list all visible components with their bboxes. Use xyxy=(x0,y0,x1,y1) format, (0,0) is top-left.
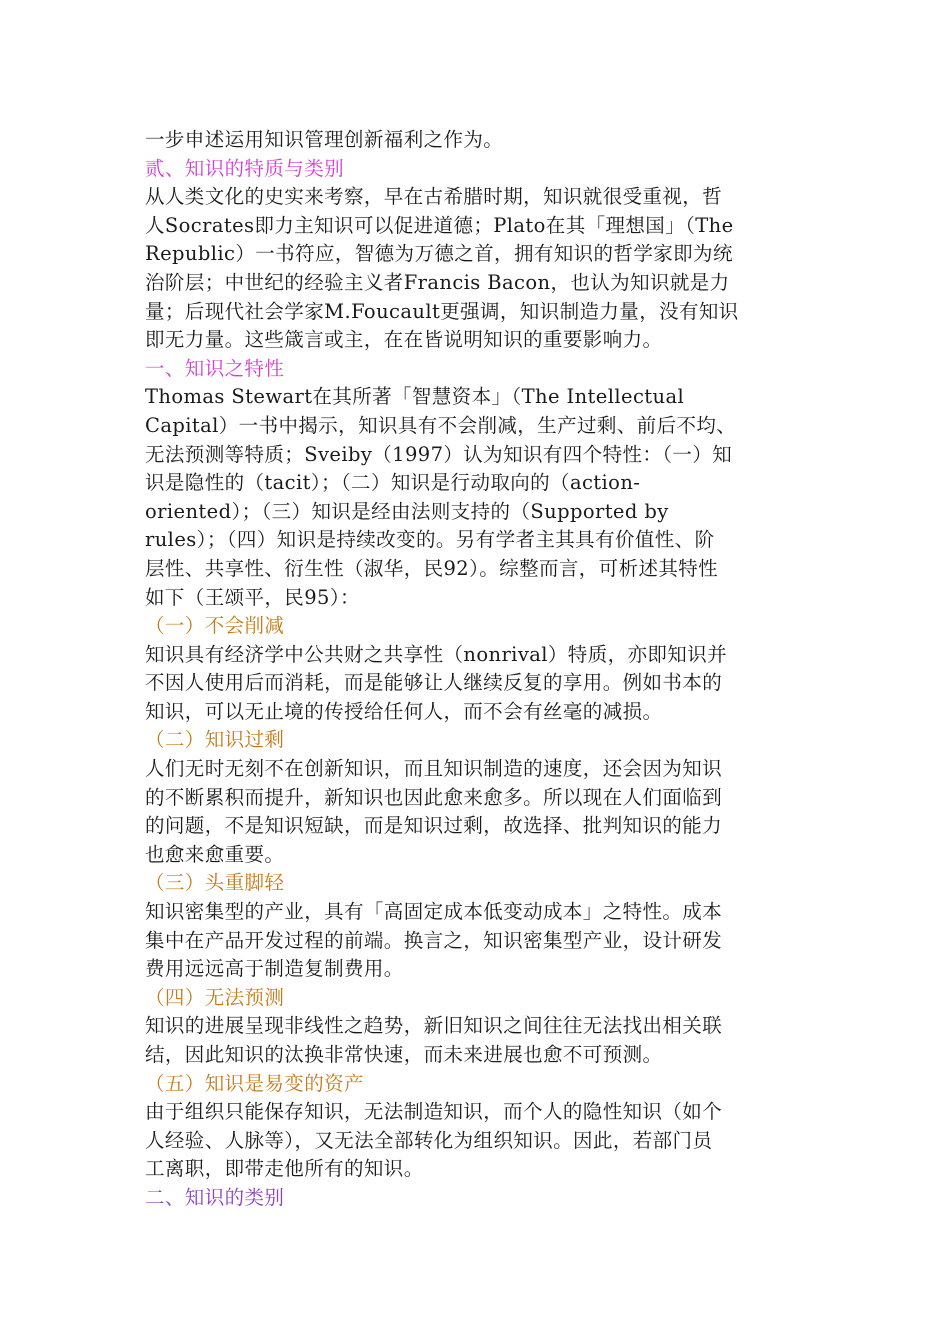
paragraph-line: 即无力量。这些箴言或主，在在皆说明知识的重要影响力。 xyxy=(145,328,663,352)
paragraph-line: 费用远远高于制造复制费用。 xyxy=(145,957,404,981)
paragraph-line: 集中在产品开发过程的前端。换言之，知识密集型产业，设计研发 xyxy=(145,928,723,952)
trait-title: （三）头重脚轻 xyxy=(145,871,285,895)
paragraph-line: 不因人使用后而消耗，而是能够让人继续反复的享用。例如书本的 xyxy=(145,671,723,695)
trait-title: （二）知识过剩 xyxy=(145,728,285,752)
paragraph-line: Thomas Stewart在其所著「智慧资本」（The Intellectual xyxy=(145,385,685,409)
paragraph-line: 识是隐性的（tacit）；（二）知识是行动取向的（action- xyxy=(145,471,641,495)
trait-block-5 xyxy=(145,1070,810,1184)
paragraph-line: 从人类文化的史实来考察，早在古希腊时期，知识就很受重视，哲 xyxy=(145,185,723,209)
paragraph-line: Republic）一书符应，智德为万德之首，拥有知识的哲学家即为统 xyxy=(145,242,733,266)
paragraph-line: 人经验、人脉等），又无法全部转化为组织知识。因此，若部门员 xyxy=(145,1128,713,1152)
section-2-title: 二、知识的类别 xyxy=(145,1185,285,1209)
heading-knowledge-traits-and-types: 贰、知识的特质与类别 xyxy=(145,156,345,180)
paragraph-line: 如下（王颂平，民95）： xyxy=(145,585,360,609)
paragraph-history xyxy=(145,183,810,355)
paragraph-line: 人们无时无刻不在创新知识，而且知识制造的速度，还会因为知识 xyxy=(145,757,723,781)
paragraph-line: 量；后现代社会学家M.Foucault更强调，知识制造力量，没有知识 xyxy=(145,299,739,323)
paragraph-line: 也愈来愈重要。 xyxy=(145,842,285,866)
paragraph-line: 的不断累积而提升，新知识也因此愈来愈多。所以现在人们面临到 xyxy=(145,785,723,809)
paragraph-traits xyxy=(145,383,810,612)
document-page xyxy=(145,126,810,1213)
intro-tail-line: 一步申述运用知识管理创新福利之作为。 xyxy=(145,128,504,151)
paragraph-line: 知识具有经济学中公共财之共享性（nonrival）特质，亦即知识并 xyxy=(145,642,727,666)
trait-title: （五）知识是易变的资产 xyxy=(145,1071,364,1095)
paragraph-line: 工离职，即带走他所有的知识。 xyxy=(145,1157,424,1181)
paragraph-line: rules）；（四）知识是持续改变的。另有学者主其具有价值性、阶 xyxy=(145,528,715,552)
paragraph-line: 层性、共享性、衍生性（淑华，民92）。综整而言，可析述其特性 xyxy=(145,556,719,580)
paragraph-line: 无法预测等特质；Sveiby（1997）认为知识有四个特性：（一）知 xyxy=(145,442,733,466)
paragraph-line: 治阶层；中世纪的经验主义者Francis Bacon，也认为知识就是力 xyxy=(145,270,730,294)
paragraph-line: 知识密集型的产业，具有「高固定成本低变动成本」之特性。成本 xyxy=(145,900,723,924)
paragraph-line: oriented）；（三）知识是经由法则支持的（Supported by xyxy=(145,499,669,523)
trait-block-1 xyxy=(145,612,810,726)
trait-block-4 xyxy=(145,984,810,1070)
trait-block-3 xyxy=(145,869,810,983)
section-1-title: 一、知识之特性 xyxy=(145,356,285,380)
paragraph-line: 人Socrates即力主知识可以促进道德；Plato在其「理想国」（The xyxy=(145,213,734,237)
trait-title: （四）无法预测 xyxy=(145,985,285,1009)
paragraph-line: Capital）一书中揭示，知识具有不会削减，生产过剩、前后不均、 xyxy=(145,413,737,437)
trait-title: （一）不会削减 xyxy=(145,614,285,638)
paragraph-line: 结，因此知识的汰换非常快速，而未来进展也愈不可预测。 xyxy=(145,1043,663,1066)
paragraph-line: 由于组织只能保存知识，无法制造知识，而个人的隐性知识（如个 xyxy=(145,1100,723,1124)
paragraph-line: 知识，可以无止境的传授给任何人，而不会有丝毫的减损。 xyxy=(145,699,663,723)
trait-block-2 xyxy=(145,726,810,869)
paragraph-line: 的问题，不是知识短缺，而是知识过剩，故选择、批判知识的能力 xyxy=(145,814,723,838)
paragraph-line: 知识的进展呈现非线性之趋势，新旧知识之间往往无法找出相关联 xyxy=(145,1014,723,1038)
